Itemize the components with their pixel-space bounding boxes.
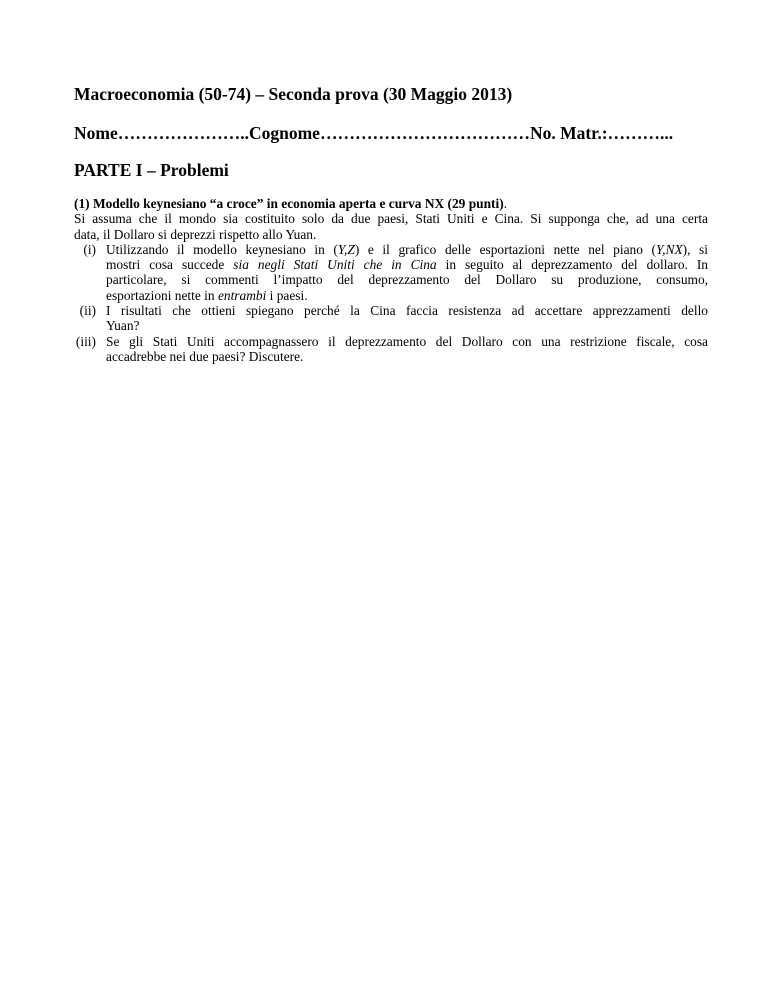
italic-run: entrambi <box>217 287 267 303</box>
question-label: (i) <box>83 241 96 257</box>
question-label: (iii) <box>75 333 96 349</box>
question-line <box>106 242 708 257</box>
question-item-ii <box>74 303 708 334</box>
intro-line-2: data, il Dollaro si deprezzi rispetto allo Yuan. <box>74 226 317 242</box>
problem-title: (1) Modello keynesiano “a croce” in economia aperta e curva NX (29 punti) <box>74 196 504 211</box>
text-run: esportazioni nette in <box>106 287 218 303</box>
problem-title-line <box>74 196 708 211</box>
problem-title-period: . <box>503 196 508 211</box>
text-run: ) e il grafico delle esportazioni nette nel piano ( <box>354 241 656 257</box>
problem-section <box>74 196 708 364</box>
question-line: Yuan? <box>106 318 140 334</box>
intro-line-1: Si assuma che il mondo sia costituito solo da due paesi, Stati Uniti e Cina. Si supponga che, ad una certa <box>74 211 708 227</box>
text-run: i paesi. <box>266 287 308 303</box>
student-info-line: Nome…………………..Cognome………………………………No. Matr.:………... <box>74 123 674 143</box>
question-list <box>74 242 708 364</box>
text-run: mostri cosa succede <box>106 257 234 273</box>
question-line <box>106 288 708 303</box>
question-label: (ii) <box>79 303 96 319</box>
exam-title: Macroeconomia (50-74) – Seconda prova (30 Maggio 2013) <box>74 84 513 104</box>
question-line: particolare, si commenti l’impatto del deprezzamento del Dollaro su produzione, consumo, <box>106 272 708 288</box>
italic-run: Y,Z <box>337 241 355 257</box>
text-run: in seguito al deprezzamento del dollaro. In <box>436 257 708 273</box>
italic-run: sia negli Stati Uniti che in Cina <box>233 257 437 273</box>
italic-run: Y,NX <box>655 241 683 257</box>
text-run: Utilizzando il modello keynesiano in ( <box>106 241 338 257</box>
question-line <box>106 257 708 272</box>
text-run: ), si <box>682 241 708 257</box>
question-line: I risultati che ottieni spiegano perché la Cina faccia resistenza ad accettare apprezzamenti dello <box>106 303 708 319</box>
question-line: Se gli Stati Uniti accompagnassero il deprezzamento del Dollaro con una restrizione fiscale, cosa <box>106 333 708 349</box>
question-line: accadrebbe nei due paesi? Discutere. <box>106 348 304 364</box>
part-heading: PARTE I – Problemi <box>74 160 229 180</box>
problem-intro <box>74 211 708 242</box>
question-item-i <box>74 242 708 303</box>
question-item-iii <box>74 334 708 365</box>
